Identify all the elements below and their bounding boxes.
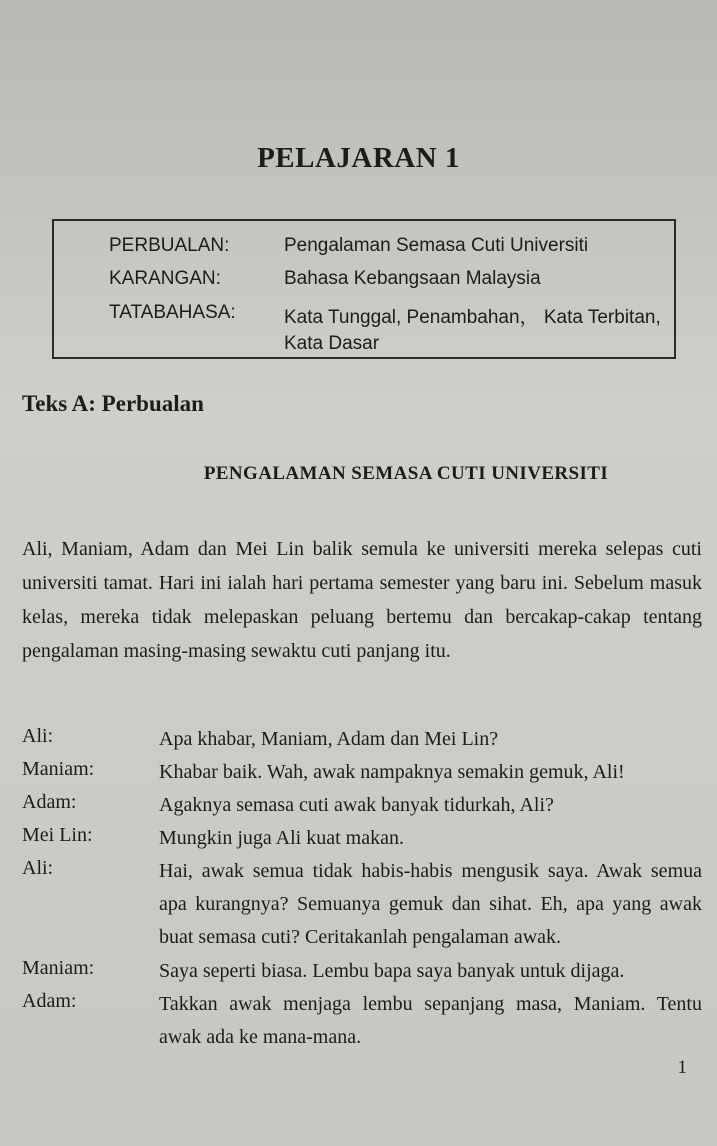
speaker: Ali: xyxy=(22,725,54,747)
speaker: Mei Lin: xyxy=(22,824,93,846)
box-label-perbualan: PERBUALAN: xyxy=(109,235,230,256)
intro-paragraph: Ali, Maniam, Adam dan Mei Lin balik semula ke universiti mereka selepas cuti universiti tamat. Hari ini ialah hari pertama semester yang baru ini. Sebelum masuk kelas, mereka tidak melepaskan peluang bertemu dan bercakap-cakap tentang pengalaman masing-masing sewaktu cuti panjang itu. xyxy=(22,538,702,662)
speaker: Maniam: xyxy=(22,957,95,979)
lesson-title: PELAJARAN 1 xyxy=(257,142,460,174)
lesson-summary-box xyxy=(52,219,676,359)
utterance: Apa khabar, Maniam, Adam dan Mei Lin? xyxy=(159,728,499,750)
utterance: Hai, awak semua tidak habis-habis mengusik saya. Awak semua apa kurangnya? Semuanya gemuk dan sihat. Eh, apa yang awak buat semasa cuti? Ceritakanlah pengalaman awak. xyxy=(159,860,702,948)
speaker: Adam: xyxy=(22,791,77,813)
utterance: Agaknya semasa cuti awak banyak tidurkah, Ali? xyxy=(159,794,554,816)
section-heading: Teks A: Perbualan xyxy=(22,391,204,416)
box-label-tatabahasa: TATABAHASA: xyxy=(109,302,236,323)
box-value-karangan: Bahasa Kebangsaan Malaysia xyxy=(284,268,541,289)
page-number: 1 xyxy=(677,1057,687,1078)
utterance: Mungkin juga Ali kuat makan. xyxy=(159,827,404,849)
box-value-tatabahasa-cont: Kata Dasar xyxy=(284,333,380,354)
utterance: Saya seperti biasa. Lembu bapa saya banyak untuk dijaga. xyxy=(159,960,625,982)
utterance: Takkan awak menjaga lembu sepanjang masa, Maniam. Tentu awak ada ke mana-mana. xyxy=(159,993,702,1048)
utterance: Khabar baik. Wah, awak nampaknya semakin gemuk, Ali! xyxy=(159,761,625,783)
speaker: Adam: xyxy=(22,990,77,1012)
speaker: Ali: xyxy=(22,857,54,879)
speaker: Maniam: xyxy=(22,758,95,780)
story-title: PENGALAMAN SEMASA CUTI UNIVERSITI xyxy=(203,463,609,484)
box-value-tatabahasa: Kata Tunggal, Penambahan， Kata Terbitan, xyxy=(284,307,661,328)
box-value-perbualan: Pengalaman Semasa Cuti Universiti xyxy=(284,235,589,256)
box-label-karangan: KARANGAN: xyxy=(109,268,221,289)
